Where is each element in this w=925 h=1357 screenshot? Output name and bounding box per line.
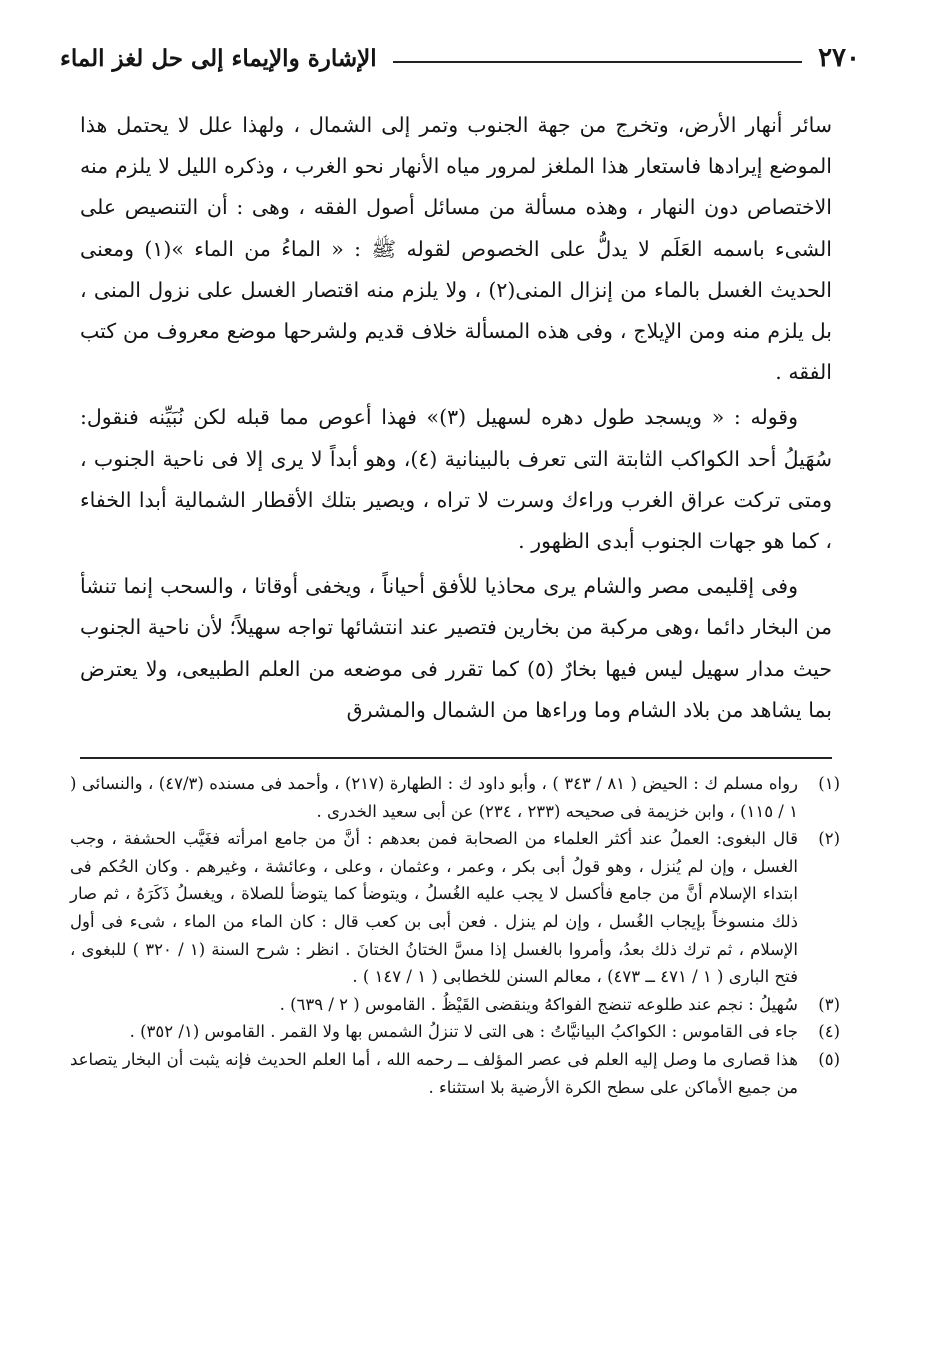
running-title: الإشارة والإيماء إلى حل لغز الماء [60, 44, 377, 72]
footnote-1 [70, 770, 840, 825]
footnote-number: (٤) [818, 1022, 840, 1042]
footnote-5 [70, 1046, 840, 1101]
footnote-number: (٢) [818, 829, 840, 849]
footnote-number: (٥) [818, 1049, 840, 1069]
footnote-text: رواه مسلم ك : الحيض ( ٨١ / ٣٤٣ ) ، وأبو داود ك : الطهارة (٢١٧) ، وأحمد فى مسنده (٤٧/٣) ، والنسائى ( ١ / ١١٥) ، وابن خزيمة فى صحيحه (٢٣٣ ، ٢٣٤) عن أبى سعيد الخدرى . [70, 774, 799, 821]
footnote-text: جاء فى القاموس : الكواكبُ البيانيَّاتُ : هى التى لا تنزلُ الشمس بها ولا القمر . القاموس (١/ ٣٥٢) . [129, 1022, 798, 1042]
footnote-text: قال البغوى: العملُ عند أكثر العلماء من الصحابة فمن بعدهم : أنَّ من جامع امرأته فغَيَّب الحشفة ، وجب الغسل ، وإن لم يُنزل ، وهو قولُ أبى بكر ، وعمر ، وعثمان ، وعلى ، وعائشة ، وغيرهم . وكان الحُكم فى ابتداء الإسلام أنَّ من جامع فأكسل لا يجب عليه الغُسلُ ، ويتوضأ كما يتوضأ للصلاة ، ويغسلُ ذَكَرَهُ ، ثم صار ذلك منسوخاً بإيجاب الغُسل ، وإن لم ينزل . فعن أبى بن كعب قال : كان الماء من الماء ، شىء فى أول الإسلام ، ثم ترك ذلك بعدُ، وأمروا بالغسل إذا مسَّ الختانُ الختانَ . انظر : شرح السنة (١ / ٣٢٠ ) للبغوى ، فتح البارى ( ١ / ٤٧١ ــ ٤٧٣) ، معالم السنن للخطابى ( ١ / ١٤٧ ) . [70, 829, 798, 987]
page-header [60, 38, 860, 78]
main-text [80, 105, 832, 735]
footnote-text: هذا قصارى ما وصل إليه العلم فى عصر المؤلف ــ رحمه الله ، أما العلم الحديث فإنه يثبت أن البخار يتصاعد من جميع الأماكن على سطح الكرة الأرضية بلا استثناء . [70, 1049, 798, 1097]
footnote-separator [80, 757, 832, 759]
footnote-number: (٣) [818, 994, 840, 1014]
footnote-3 [70, 991, 840, 1019]
body-paragraph-1: سائر أنهار الأرض، وتخرج من جهة الجنوب وتمر إلى الشمال ، ولهذا علل لا يحتمل هذا الموضع إيرادها فاستعار هذا الملغز لمرور مياه الأنهار نحو الغرب ، وذكره الليل لا يلزم منه الاختصاص دون النهار ، وهذه مسألة من مسائل أصول الفقه ، وهى : أن التنصيص على الشىء باسمه العَلَم لا يدلُّ على الخصوص لقوله ﷺ : « الماءُ من الماء »(١) ومعنى الحديث الغسل بالماء من إنزال المنى(٢) ، ولا يلزم منه اقتصار الغسل على نزول المنى ، بل يلزم منه ومن الإيلاج ، وفى هذه المسألة خلاف قديم ولشرحها موضع معروف من كتب الفقه . [80, 113, 832, 385]
footnote-text: سُهيلُ : نجم عند طلوعه تنضج الفواكهُ وينقضى القَيْظُ . القاموس ( ٢ / ٦٣٩) . [279, 994, 798, 1014]
page-number: ٢٧٠ [818, 43, 860, 73]
header-rule [393, 61, 802, 63]
footnote-4 [70, 1018, 840, 1046]
footnotes [70, 770, 840, 1101]
body-paragraph-2: وقوله : « ويسجد طول دهره لسهيل (٣)» فهذا أعوص مما قبله لكن نُبَيِّنه فنقول: سُهَيلُ أحد الكواكب الثابتة التى تعرف بالبينانية (٤)، وهو أبداً لا يرى إلا فى ناحية الجنوب ، ومتى تركت عراق الغرب وراءك وسرت لا تراه ، ويصير بتلك الأقطار الشمالية أبدا الخفاء ، كما هو جهات الجنوب أبدى الظهور . [80, 405, 832, 554]
footnote-number: (١) [818, 774, 840, 793]
footnote-2 [70, 825, 840, 991]
body-paragraph-3: وفى إقليمى مصر والشام يرى محاذيا للأفق أحياناً ، ويخفى أوقاتا ، والسحب إنما تنشأ من البخار دائما ،وهى مركبة من بخارين فتصير عند انتشائها تواجه سهيلاً؛ لأن ناحية الجنوب حيث مدار سهيل ليس فيها بخارٌ (٥) كما تقرر فى موضعه من العلم الطبيعى، ولا يعترض بما يشاهد من بلاد الشام وما وراءها من الشمال والمشرق [80, 574, 832, 722]
